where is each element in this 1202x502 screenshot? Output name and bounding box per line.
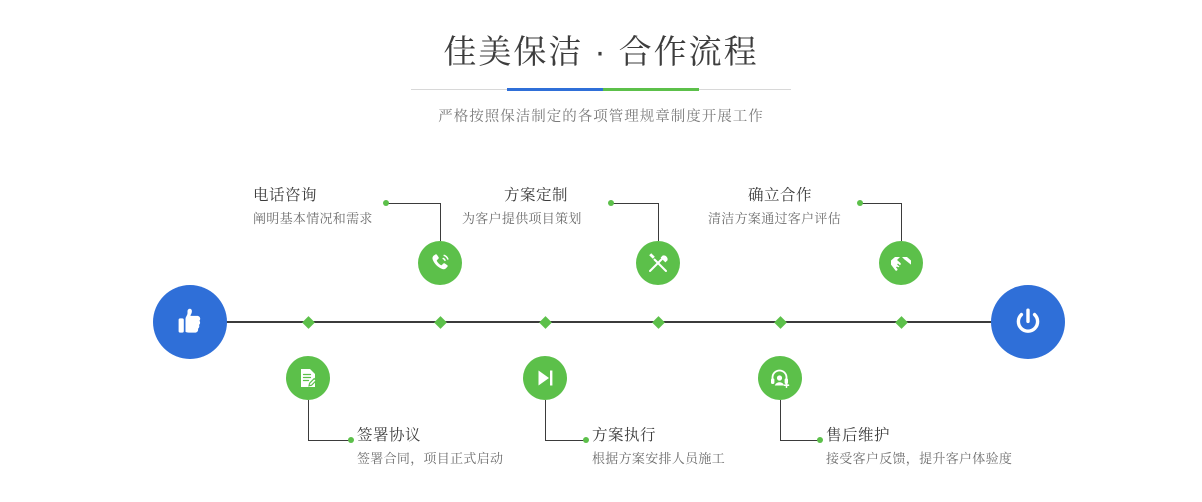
axis-marker — [434, 316, 447, 329]
step-desc-4: 根据方案安排人员施工 — [592, 451, 726, 466]
step-desc-1: 阐明基本情况和需求 — [253, 211, 373, 226]
connector-horizontal — [611, 203, 658, 204]
step-label-1 — [253, 186, 373, 229]
step-label-2 — [357, 426, 503, 469]
step-label-4 — [592, 426, 725, 469]
connector-vertical — [308, 400, 309, 440]
page-title: 佳美保洁 · 合作流程 — [443, 33, 759, 70]
step-title-1: 电话咨询 — [253, 187, 318, 204]
step-desc-5: 清洁方案通过客户评估 — [708, 211, 842, 226]
step-desc-2: 签署合同，项目正式启动 — [357, 451, 504, 466]
step-title-5: 确立合作 — [747, 187, 812, 204]
page-subtitle: 严格按照保洁制定的各项管理规章制度开展工作 — [438, 109, 764, 125]
step-title-3: 方案定制 — [503, 187, 568, 204]
step-label-3 — [462, 186, 610, 229]
step-desc-6: 接受客户反馈，提升客户体验度 — [826, 451, 1013, 466]
connector-horizontal — [386, 203, 440, 204]
step-icon-play-forward-icon[interactable] — [523, 356, 567, 400]
connector-horizontal — [860, 203, 901, 204]
thumbs-up-icon — [153, 285, 227, 359]
connector-vertical — [901, 203, 902, 241]
axis-marker — [652, 316, 665, 329]
step-title-6: 售后维护 — [826, 427, 891, 444]
step-icon-headset-add-icon[interactable] — [758, 356, 802, 400]
title-divider — [411, 88, 791, 91]
connector-vertical — [545, 400, 546, 440]
axis-marker — [539, 316, 552, 329]
step-label-5 — [708, 186, 852, 229]
connector-dot — [857, 200, 863, 206]
axis-marker — [774, 316, 787, 329]
connector-horizontal — [545, 440, 585, 441]
step-icon-tools-icon[interactable] — [636, 241, 680, 285]
step-title-2: 签署协议 — [357, 427, 422, 444]
step-title-4: 方案执行 — [592, 427, 657, 444]
connector-horizontal — [308, 440, 350, 441]
axis-marker — [302, 316, 315, 329]
connector-vertical — [658, 203, 659, 241]
step-icon-phone-ring-icon[interactable] — [418, 241, 462, 285]
connector-horizontal — [780, 440, 819, 441]
step-icon-document-edit-icon[interactable] — [286, 356, 330, 400]
power-icon — [991, 285, 1065, 359]
connector-dot — [383, 200, 389, 206]
divider-accent-green — [603, 88, 699, 91]
connector-dot — [817, 437, 823, 443]
connector-dot — [348, 437, 354, 443]
divider-accent-blue — [507, 88, 603, 91]
connector-vertical — [440, 203, 441, 241]
axis-marker — [895, 316, 908, 329]
step-desc-3: 为客户提供项目策划 — [462, 211, 582, 226]
header — [0, 30, 1202, 126]
timeline-axis — [160, 321, 1042, 323]
step-label-6 — [826, 426, 1012, 469]
step-icon-handshake-icon[interactable] — [879, 241, 923, 285]
connector-dot — [583, 437, 589, 443]
connector-vertical — [780, 400, 781, 440]
